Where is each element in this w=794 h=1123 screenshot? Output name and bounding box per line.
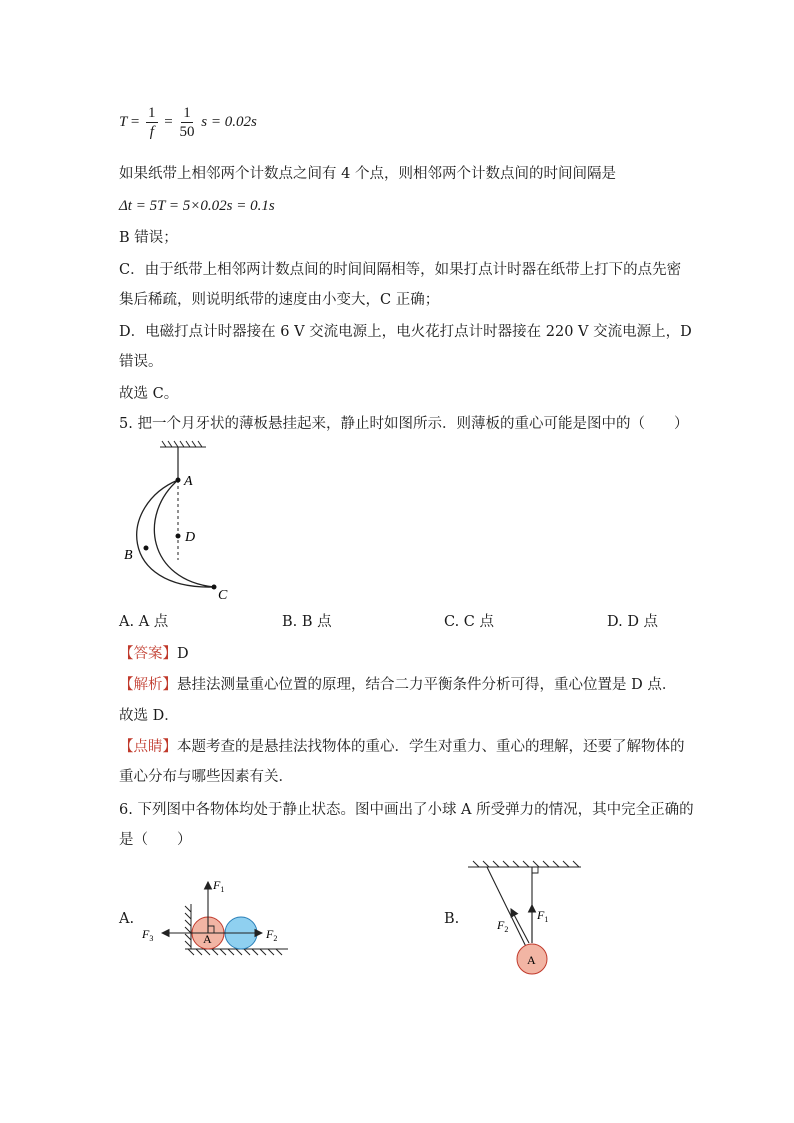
- comment-line1: [119, 737, 685, 757]
- crescent-figure: [118, 440, 258, 605]
- fraction-denominator: f: [149, 124, 154, 140]
- comment-line2: 重心分布与哪些因素有关．: [119, 769, 293, 785]
- fraction-1-over-f: [146, 104, 158, 141]
- choose-d: 故选 D．: [119, 708, 179, 724]
- q6-option-b-label: B.: [444, 911, 460, 927]
- label-a: A: [184, 474, 193, 489]
- point-c: [212, 585, 217, 590]
- point-d: [176, 534, 181, 539]
- answer-line: [119, 644, 189, 664]
- fraction-numerator: 1: [183, 105, 191, 121]
- comment-tag: 【点睛】: [119, 739, 177, 755]
- option-c: C. C 点: [444, 614, 494, 630]
- point-a: [176, 478, 181, 483]
- question-6-stem-2: 是（ ）: [119, 832, 192, 848]
- formula-t-rhs: s = 0.02s: [201, 113, 257, 130]
- formula-delta-t: Δt = 5T = 5×0.02s = 0.1s: [119, 198, 275, 214]
- label-f3: $F_3$: [142, 927, 154, 943]
- text-paragraph: 如果纸带上相邻两个计数点之间有 4 个点，则相邻两个计数点间的时间间隔是: [119, 166, 616, 182]
- q6-option-a-label: A.: [119, 911, 135, 927]
- formula-t-lhs: T: [119, 113, 128, 130]
- point-b: [144, 546, 149, 551]
- text-d-line2: 错误。: [119, 354, 163, 370]
- text-c-line2: 集后稀疏，则说明纸带的速度由小变大，C 正确；: [119, 292, 440, 308]
- question-6-stem-1: 6. 下列图中各物体均处于静止状态。图中画出了小球 A 所受弹力的情况，其中完全正确的: [119, 802, 694, 818]
- fraction-numerator: 1: [148, 105, 156, 121]
- analysis-tag: 【解析】: [119, 677, 177, 693]
- wall-hatch: [185, 904, 191, 949]
- answer-value: D: [177, 646, 189, 662]
- label-ball-a-b: A: [527, 953, 536, 967]
- ceiling-hatch-b: [468, 861, 581, 867]
- ground-hatch: [185, 949, 288, 955]
- label-f1-b: $F_1$: [537, 908, 549, 924]
- right-angle-mark-b: [532, 867, 538, 873]
- label-d: D: [185, 530, 196, 545]
- formula-period: T = $\frac{1}{f}$ = $\frac{1}{50}$ s = 0.02s: [119, 105, 257, 140]
- figure-6a: [140, 876, 315, 956]
- text-d-line1: D．电磁打点计时器接在 6 V 交流电源上，电火花打点计时器接在 220 V 交流电源上，D: [119, 324, 692, 340]
- option-a: A. A 点: [119, 614, 169, 630]
- text-c-line1: C．由于纸带上相邻两计数点间的时间间隔相等，如果打点计时器在纸带上打下的点先密: [119, 262, 682, 278]
- analysis-line: [119, 675, 676, 695]
- option-b: B. B 点: [282, 614, 332, 630]
- label-f2-b: $F_2$: [497, 918, 509, 934]
- crescent-plate: [137, 480, 214, 587]
- label-f2: $F_2$: [266, 927, 278, 943]
- text-b-wrong: B 错误；: [119, 230, 178, 246]
- fraction-1-over-50: [180, 104, 195, 141]
- label-c: C: [218, 588, 228, 603]
- analysis-text: 悬挂法测量重心位置的原理，结合二力平衡条件分析可得，重心位置是 D 点．: [177, 677, 677, 693]
- comment-text-1: 本题考查的是悬挂法找物体的重心．学生对重力、重心的理解，还要了解物体的: [177, 739, 685, 755]
- ceiling-hatch: [160, 441, 206, 447]
- label-f1: $F_1$: [213, 878, 225, 894]
- force-f2-arrow-b: [511, 909, 529, 943]
- question-5-stem: 5. 把一个月牙状的薄板悬挂起来，静止时如图所示．则薄板的重心可能是图中的（ ）: [119, 416, 689, 432]
- figure-6b: [465, 853, 590, 978]
- text-choose-c: 故选 C。: [119, 386, 179, 402]
- fraction-denominator: 50: [179, 124, 195, 140]
- label-ball-a: A: [203, 932, 212, 946]
- answer-tag: 【答案】: [119, 646, 177, 662]
- option-d: D. D 点: [607, 614, 659, 630]
- label-b: B: [124, 548, 133, 563]
